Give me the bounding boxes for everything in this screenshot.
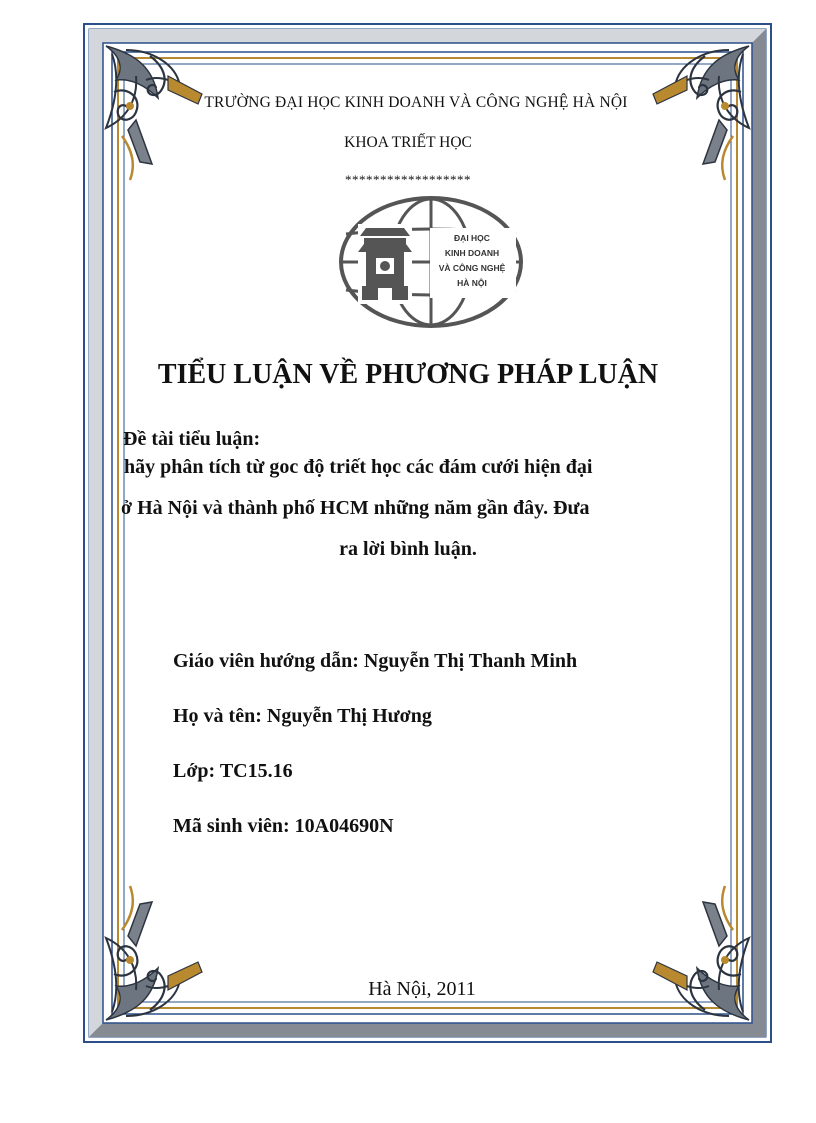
gate-emblem-icon — [358, 224, 412, 304]
topic-line-2: ở Hà Nội và thành phố HCM những năm gần đây. Đưa — [121, 497, 590, 519]
corner-ornament-top-left — [106, 46, 202, 180]
topic-line-3: ra lời bình luận. — [339, 538, 477, 560]
topic-line-1: hãy phân tích từ goc độ triết học các đám cưới hiện đại — [124, 456, 593, 478]
separator-stars: ****************** — [345, 172, 471, 187]
school-name: TRƯỜNG ĐẠI HỌC KINH DOANH VÀ CÔNG NGHỆ HÀ NỘI — [204, 94, 628, 111]
student-name-info: Họ và tên: Nguyễn Thị Hương — [173, 705, 432, 727]
logo-text-line3: VÀ CÔNG NGHỆ — [438, 263, 506, 273]
corner-ornament-top-right — [653, 46, 749, 180]
student-id-info: Mã sinh viên: 10A04690N — [173, 815, 394, 837]
faculty-name: KHOA TRIẾT HỌC — [344, 134, 472, 151]
supervisor-info: Giáo viên hướng dẫn: Nguyễn Thị Thanh Minh — [173, 650, 578, 672]
topic-label: Đề tài tiểu luận: — [123, 428, 261, 450]
class-info: Lớp: TC15.16 — [173, 760, 293, 782]
page-title: TIỂU LUẬN VỀ PHƯƠNG PHÁP LUẬN — [157, 359, 659, 390]
logo-text-line2: KINH DOANH — [444, 248, 500, 258]
university-logo — [338, 194, 528, 332]
logo-text-line1: ĐẠI HỌC — [454, 233, 490, 243]
place-date: Hà Nội, 2011 — [368, 978, 476, 1000]
logo-text-line4: HÀ NỘI — [457, 278, 487, 288]
